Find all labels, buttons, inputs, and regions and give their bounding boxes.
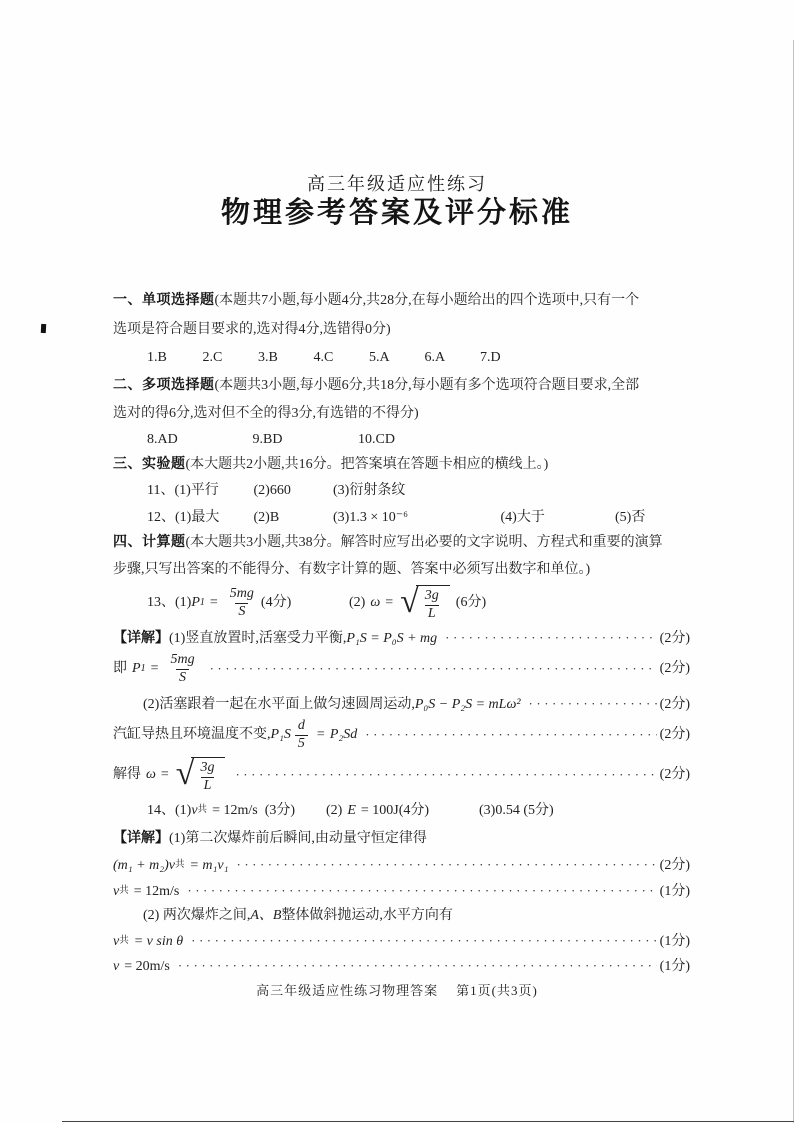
- q14-v-value: = 20m/s: [124, 958, 170, 974]
- q14-objects-AB: A、B: [250, 908, 282, 923]
- q13-equals: =: [209, 595, 218, 610]
- q14-detail-line6: v = 20m/s ····· (1分): [113, 956, 690, 977]
- section3-desc: (本大题共2小题,共16分。把答案填在答题卡相应的横线上。): [185, 457, 549, 472]
- q13-symbol-p1-sub: 1: [199, 597, 205, 608]
- q13-detail-line2: 即 P 1 = $\frac{5mg}{S}$ ····· (2分): [113, 648, 690, 690]
- q13-detail3-score: (2分): [659, 696, 690, 712]
- doc-subtitle: 高三年级适应性练习: [307, 174, 487, 194]
- answer-q10: 10.CD: [358, 432, 395, 447]
- q14-formula-momentum: (m₁ + m₂): [113, 857, 169, 873]
- dot-leader: [210, 659, 657, 680]
- detail-label: 【详解】: [113, 630, 169, 646]
- q13-part2-label: (2): [349, 595, 366, 610]
- answer-q5: 5.A: [369, 350, 390, 365]
- q11-answers-row: [147, 481, 405, 501]
- q14-detail3-score: (1分): [659, 883, 690, 899]
- q14-part1: 14、(1) v 共 = 12m/s (3分): [147, 800, 295, 822]
- section1-answers-row: [147, 348, 501, 368]
- q14-symbol-v-sub: 共: [197, 805, 208, 816]
- answer-q11-3: (3)衍射条纹: [333, 483, 406, 498]
- q14-part2: (2) E = 100J(4分): [326, 800, 429, 822]
- section1-desc-line1: (本题共7小题,每小题4分,共28分,在每小题给出的四个选项中,只有一个: [214, 293, 640, 308]
- q13-detail-line4: 汽缸导热且环境温度不变, P₁S $\frac{d}{5}$ = P₂Sd ····· (2分): [113, 714, 690, 756]
- q13-symbol-p1: P: [191, 595, 200, 610]
- answer-q2: 2.C: [202, 350, 223, 365]
- doc-title: 物理参考答案及评分标准: [220, 197, 573, 229]
- q14-label: 14、(1): [147, 803, 192, 818]
- answer-q6: 6.A: [424, 350, 446, 365]
- scan-edge-bottom: [62, 1121, 794, 1123]
- q14-detail-line5: v 共 = v sin θ ····· (1分): [113, 931, 690, 952]
- dot-leader: [365, 725, 656, 746]
- q13-detail-line5: 解得 ω = √ $\frac{3g}{L}$ ····· (2分): [113, 754, 690, 796]
- q13-detail1-score: (2分): [659, 630, 690, 646]
- dot-leader: [445, 628, 657, 649]
- section1-heading-line: [113, 291, 639, 311]
- q14-part3: (3)0.54 (5分): [479, 803, 554, 818]
- q13-fraction-5mg-S-detail: $\frac{5mg}{S}$: [170, 651, 195, 685]
- dot-leader: [236, 855, 656, 876]
- q13-fraction-5mg-S: $\frac{5mg}{S}$: [229, 585, 254, 619]
- q13-part2: [349, 582, 486, 624]
- section2-heading: 二、多项选择题: [113, 378, 215, 393]
- section2-answers-row: [147, 430, 395, 450]
- q14-part1-score: (3分): [264, 803, 296, 818]
- answer-q12-4: (4)大于: [500, 510, 545, 525]
- q14-detail5-score: (1分): [659, 933, 690, 949]
- section4-heading-line: [113, 533, 663, 553]
- answer-q11-2: (2)660: [253, 483, 291, 498]
- answer-q9: 9.BD: [252, 432, 283, 447]
- q13-sqrt-3g-L-detail: √ $\frac{3g}{L}$: [176, 756, 226, 795]
- section3-heading-line: [113, 455, 548, 475]
- section4-desc-line1: (本大题共3小题,共38分。解答时应写出必要的文字说明、方程式和重要的演算: [185, 535, 663, 550]
- footer-doc-name: 高三年级适应性练习物理答案: [256, 983, 439, 998]
- q14-detail-line2: (m₁ + m₂) v 共 = m₁v₁ ····· (2分): [113, 855, 690, 876]
- q14-symbol-E: E: [347, 803, 356, 818]
- q13-part1-score: (4分): [260, 595, 292, 610]
- section4-desc-line2: 步骤,只写出答案的不能得分、有数字计算的题、答案中必须写出数字和单位。): [113, 562, 591, 577]
- q13-detail-line3: (2)活塞跟着一起在水平面上做匀速圆周运动, P₀S − P₂S = mLω² ····· (2分): [143, 694, 690, 715]
- section2-desc-line2: 选对的得6分,选对但不全的得3分,有选错的不得分): [113, 406, 419, 421]
- dot-leader: [187, 881, 656, 902]
- dot-leader: [178, 956, 657, 977]
- q13-detail-line1: 【详解】 (1)竖直放置时,活塞受力平衡, P₁S = P₀S + mg ····· (2分): [113, 628, 690, 649]
- dot-leader: [191, 931, 657, 952]
- answer-q8: 8.AD: [147, 432, 178, 447]
- section1-desc-line2: 选项是符合题目要求的,选对得4分,选错得0分): [113, 322, 391, 337]
- scan-ink-mark: [41, 324, 46, 333]
- answer-q4: 4.C: [313, 350, 334, 365]
- answer-q12-2: (2)B: [253, 510, 280, 525]
- section4-heading: 四、计算题: [113, 535, 186, 550]
- section2-desc-line1: (本题共3小题,每小题6分,共18分,每小题有多个选项符合题目要求,全部: [214, 378, 640, 393]
- answer-q12-1: 12、(1)最大: [147, 510, 220, 525]
- q14-v-common-value: = 12m/s: [133, 883, 180, 899]
- q14-detail6-score: (1分): [659, 958, 690, 974]
- section1-heading: 一、单项选择题: [113, 293, 215, 308]
- q14-answer-line: [147, 800, 688, 822]
- q13-formula-pressure-balance: P₁S = P₀S + mg: [346, 630, 438, 646]
- q14-detail-line4: (2) 两次爆炸之间,A、B整体做斜抛运动,水平方向有: [143, 908, 453, 923]
- q14-symbol-v: v: [191, 803, 198, 818]
- q13-part2-score: (6分): [455, 595, 487, 610]
- q14-detail-line3: v 共 = 12m/s ····· (1分): [113, 881, 690, 902]
- answer-q1: 1.B: [147, 350, 167, 365]
- detail-label: 【详解】: [113, 831, 169, 846]
- answer-q12-5: (5)否: [615, 510, 646, 525]
- page-footer: [0, 981, 794, 1001]
- q13-detail4-score: (2分): [659, 727, 690, 742]
- footer-page-number: 第1页(共3页): [456, 983, 538, 998]
- q13-detail2-score: (2分): [659, 661, 690, 676]
- q13-sqrt-3g-L: √ $\frac{3g}{L}$: [400, 584, 450, 623]
- radical-icon: [176, 756, 195, 794]
- q14-detail-line1: 【详解】(1)第二次爆炸前后瞬间,由动量守恒定律得: [113, 831, 427, 846]
- q14-formula-vsin: = v sin θ: [133, 933, 184, 949]
- section2-heading-line: [113, 376, 639, 396]
- answer-q11-1: 11、(1)平行: [147, 483, 219, 498]
- q13-detail5-score: (2分): [659, 767, 690, 782]
- q13-part1: [147, 582, 291, 624]
- q13-symbol-omega: ω: [370, 595, 381, 610]
- q13-formula-circular-motion: P₀S − P₂S = mLω²: [414, 696, 521, 712]
- q14-detail2-score: (2分): [659, 857, 690, 873]
- q13-label: 13、(1): [147, 595, 192, 610]
- q13-answer-line: [147, 582, 688, 624]
- section3-heading: 三、实验题: [113, 457, 186, 472]
- q13-equals-2: =: [385, 595, 394, 610]
- dot-leader: [235, 765, 656, 786]
- answer-q3: 3.B: [258, 350, 278, 365]
- dot-leader: [529, 694, 657, 715]
- q13-fraction-d-5: $\frac{d}{5}$: [295, 718, 308, 753]
- answer-q12-3: (3)1.3 × 10⁻⁶: [333, 510, 408, 525]
- q12-answers-row: [147, 508, 645, 528]
- radical-icon: [400, 584, 419, 622]
- answer-q7: 7.D: [480, 350, 501, 365]
